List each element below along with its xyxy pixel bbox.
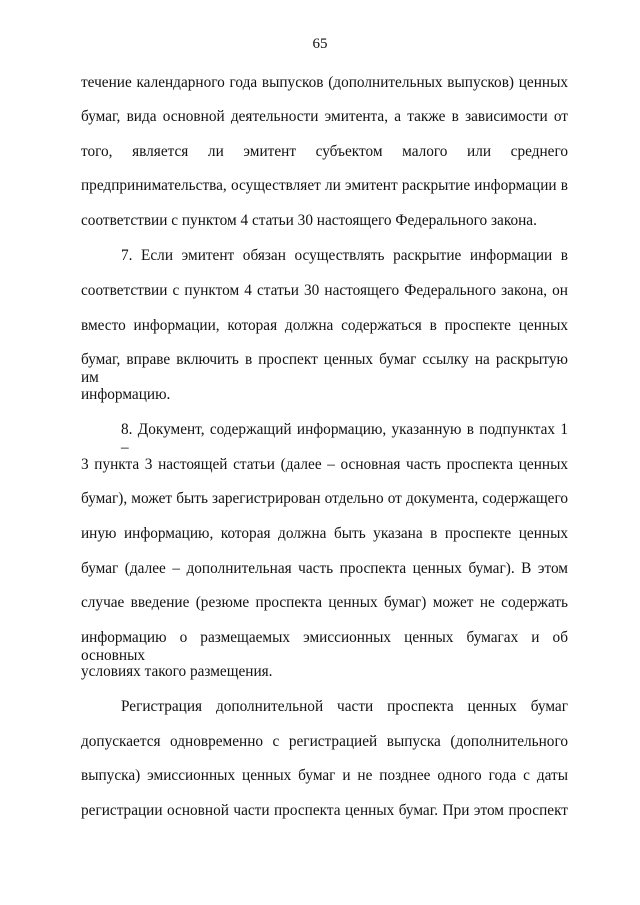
text-line: информацию о размещаемых эмиссионных ценных бумагах и об основных (81, 629, 568, 664)
text-line: допускается одновременно с регистрацией выпуска (дополнительного (81, 733, 568, 750)
text-line: соответствии с пунктом 4 статьи 30 настоящего Федерального закона. (81, 212, 537, 229)
text-line: бумаг, вида основной деятельности эмитента, а также в зависимости от (81, 108, 568, 125)
text-line: случае введение (резюме проспекта ценных бумаг) может не содержать (81, 594, 568, 611)
text-line: регистрации основной части проспекта ценных бумаг. При этом проспект (81, 802, 568, 819)
text-line: 3 пункта 3 настоящей статьи (далее – основная часть проспекта ценных (81, 456, 568, 473)
text-line: условиях такого размещения. (81, 663, 273, 680)
text-line: информацию. (81, 386, 171, 403)
text-line: иную информацию, которая должна быть указана в проспекте ценных (81, 525, 568, 542)
text-line: 8. Документ, содержащий информацию, указанную в подпунктах 1 – (121, 421, 568, 456)
text-line: Регистрация дополнительной части проспекта ценных бумаг (121, 698, 568, 715)
page-number: 65 (312, 36, 328, 52)
text-line: бумаг), может быть зарегистрирован отдельно от документа, содержащего (81, 490, 568, 507)
text-line: бумаг (далее – дополнительная часть проспекта ценных бумаг). В этом (81, 560, 568, 577)
text-line: течение календарного года выпусков (дополнительных выпусков) ценных (81, 74, 568, 91)
text-line: 7. Если эмитент обязан осуществлять раскрытие информации в (121, 247, 568, 264)
text-line: предпринимательства, осуществляет ли эмитент раскрытие информации в (81, 177, 568, 194)
text-line: бумаг, вправе включить в проспект ценных бумаг ссылку на раскрытую им (81, 351, 568, 386)
text-line: соответствии с пунктом 4 статьи 30 настоящего Федерального закона, он (81, 282, 568, 299)
text-line: вместо информации, которая должна содержаться в проспекте ценных (81, 317, 568, 334)
text-line: выпуска) эмиссионных ценных бумаг и не позднее одного года с даты (81, 767, 568, 784)
text-line: того, является ли эмитент субъектом малого или среднего (81, 143, 568, 160)
